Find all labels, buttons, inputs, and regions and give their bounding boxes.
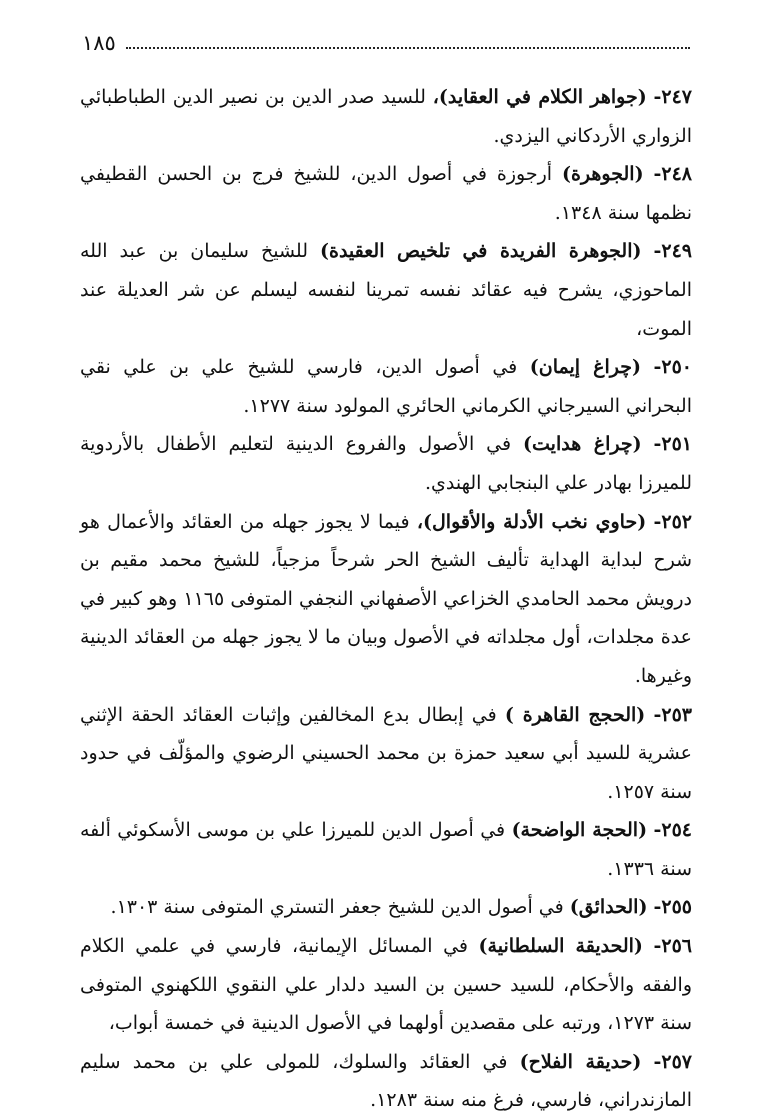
entry-text: للسيد صدر الدين بن نصير الدين الطباطبائي الزواري الأردكاني اليزدي.	[80, 86, 692, 147]
entry-number: ٢٥٢-	[653, 510, 692, 533]
entry-title: (الجوهرة الفريدة في تلخيص العقيدة)	[320, 240, 642, 263]
entry-title: (الحديقة السلطانية)	[478, 935, 643, 958]
entry-title: (چراغ هدايت)	[523, 433, 642, 456]
entry-249	[80, 232, 692, 348]
entry-256	[80, 927, 692, 1043]
entry-number: ٢٥٦-	[653, 935, 692, 958]
header-dotted-rule	[126, 47, 690, 49]
entry-text: في المسائل الإيمانية، فارسي في علمي الكلام والفقه والأحكام، للسيد حسين بن السيد دلدار علي النقوي اللكهنوي المتوفى سنة ١٢٧٣، ورتبه على مقصدين أولهما في الأصول الدينية في خمسة أبواب،	[80, 935, 692, 1035]
entry-text: في أصول الدين، فارسي للشيخ علي بن علي نقي البحراني السيرجاني الكرماني الحائري المولود سنة ١٢٧٧.	[80, 356, 692, 417]
entry-title: (حاوي نخب الأدلة والأقوال)،	[416, 510, 647, 533]
page-number: ١٨٥	[82, 31, 116, 55]
entry-251	[80, 425, 692, 502]
entry-title: (حديقة الفلاح)	[519, 1050, 642, 1073]
entry-text: للشيخ سليمان بن عبد الله الماحوزي، يشرح فيه عقائد نفسه تمرينا لنفسه ليسلم عن شر العديلة عند الموت،	[80, 240, 692, 340]
entry-248	[80, 155, 692, 232]
entry-text: في أصول الدين للشيخ جعفر التستري المتوفى سنة ١٣٠٣.	[110, 896, 564, 919]
entry-title: (الحجج القاهرة )	[504, 703, 646, 726]
entry-247	[80, 78, 692, 155]
entry-number: ٢٥٠-	[653, 356, 692, 379]
entry-number: ٢٥١-	[653, 433, 692, 456]
entry-252	[80, 503, 692, 696]
entry-text: أرجوزة في أصول الدين، للشيخ فرج بن الحسن القطيفي نظمها سنة ١٣٤٨.	[80, 163, 692, 224]
entry-number: ٢٥٤-	[653, 819, 693, 842]
entry-text: في أصول الدين للميرزا علي بن موسى الأسكوئي ألفه سنة ١٣٣٦.	[80, 819, 692, 880]
entry-text: فيما لا يجوز جهله من العقائد والأعمال هو شرح لبداية الهداية تأليف الشيخ الحر شرحاً مزجياً، للشيخ محمد مقيم بن درويش محمد الحامدي الخزاعي الأصفهاني النجفي المتوفى ١١٦٥ وهو كبير في عدة مجلدات، أول مجلداته في الأصول وبيان ما لا يجوز جهله من العقائد الدينية وغيرها.	[80, 510, 692, 687]
entry-title: (الجوهرة)	[561, 163, 644, 186]
entry-number: ٢٤٧-	[653, 86, 692, 108]
entries-list	[80, 78, 692, 1120]
entry-254	[80, 811, 692, 888]
entry-number: ٢٤٩-	[653, 240, 693, 263]
entry-257	[80, 1043, 692, 1120]
entry-text: في العقائد والسلوك، للمولى علي بن محمد سليم المازندراني، فارسي، فرغ منه سنة ١٢٨٣.	[80, 1050, 692, 1112]
entry-number: ٢٥٥-	[653, 896, 692, 919]
entry-255	[80, 888, 692, 927]
entry-title: (جواهر الكلام في العقايد)،	[432, 86, 647, 108]
entry-title: (الحجة الواضحة)	[511, 819, 648, 842]
entry-text: في إبطال بدع المخالفين وإثبات العقائد الحقة الإثني عشرية للسيد أبي سعيد حمزة بن محمد الحسيني الرضوي والمؤلّف في حدود سنة ١٢٥٧.	[80, 703, 692, 803]
page-header	[82, 28, 690, 58]
entry-title: (الحدائق)	[569, 896, 648, 919]
entry-title: (چراغ إيمان)	[529, 356, 641, 379]
entry-250	[80, 348, 692, 425]
entry-number: ٢٤٨-	[653, 163, 692, 186]
entry-253	[80, 696, 692, 812]
entry-number: ٢٥٧-	[653, 1050, 692, 1073]
entry-number: ٢٥٣-	[653, 703, 693, 726]
entry-text: في الأصول والفروع الدينية لتعليم الأطفال بالأردوية للميرزا بهادر علي البنجابي الهندي.	[80, 433, 692, 494]
